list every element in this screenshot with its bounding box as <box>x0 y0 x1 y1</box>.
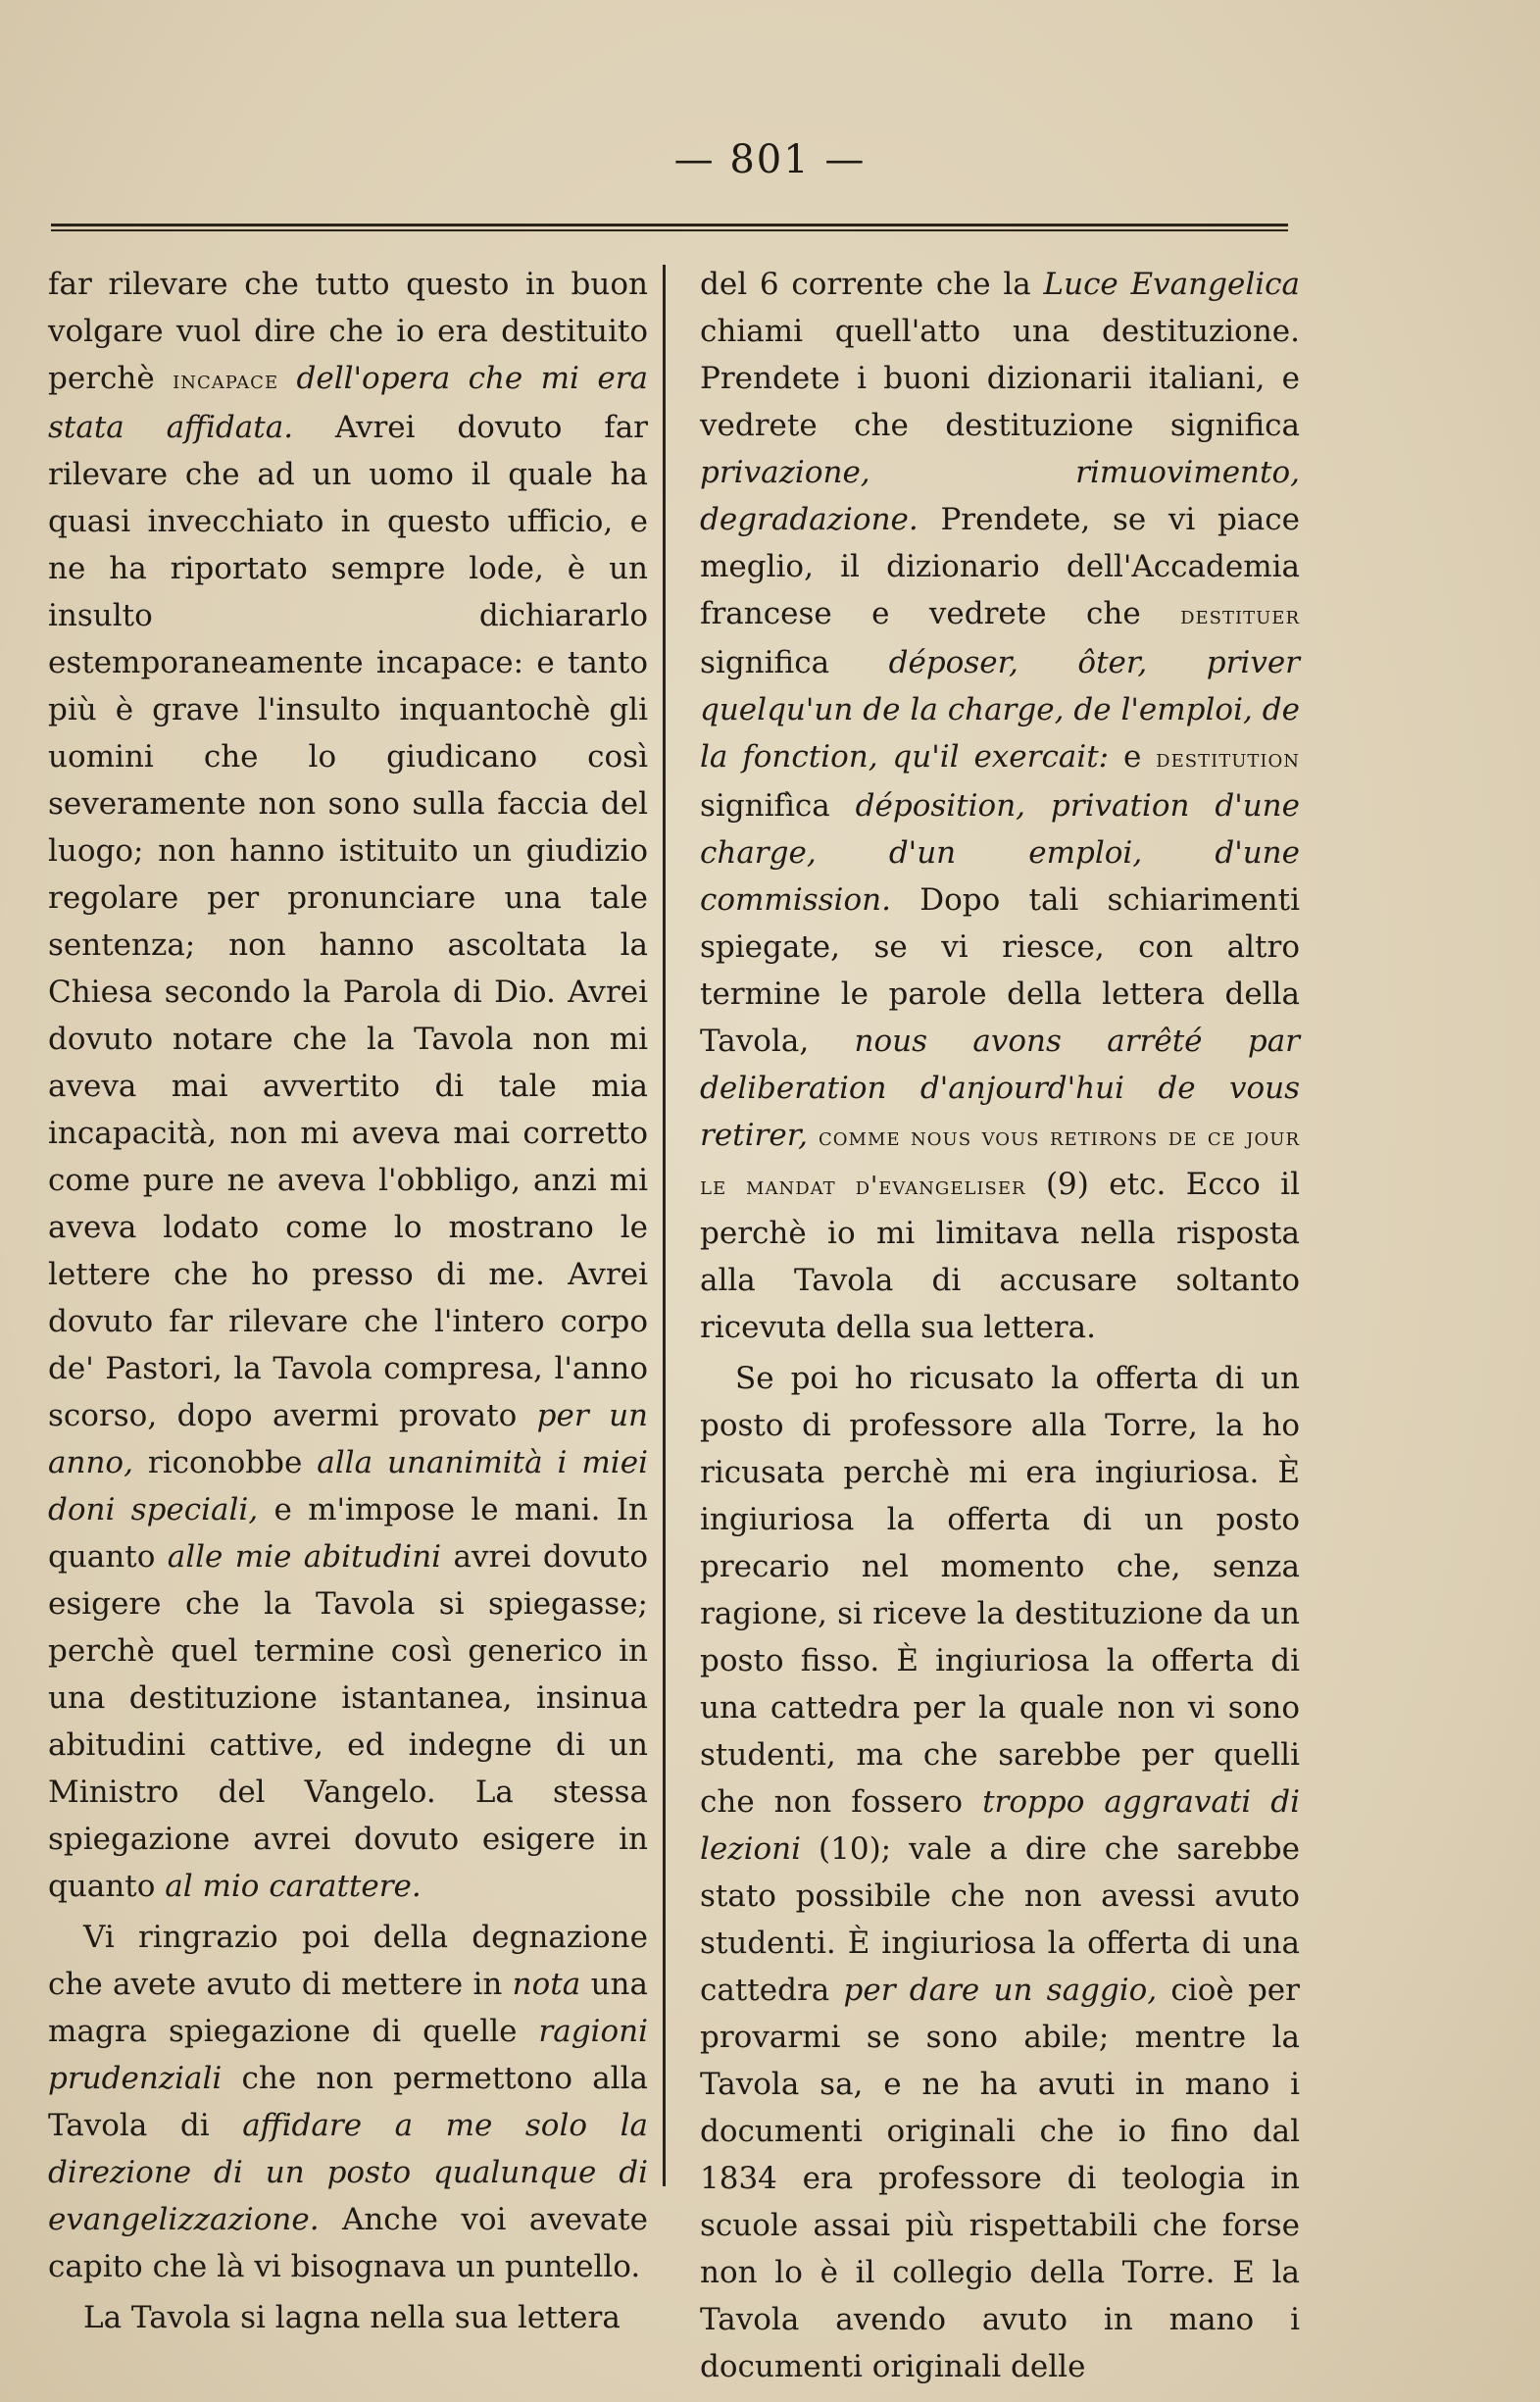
text-run: (10); vale a dire che sarebbe stato possibile che non avessi avuto studenti. È ingiuriosa la offerta di una cattedra <box>700 1831 1300 2008</box>
text-run: del 6 corrente che la <box>700 267 1044 302</box>
text-run: incapace <box>173 366 279 395</box>
text-run: Anche voi avevate capito che là vi bisognava un puntello. <box>48 2202 648 2284</box>
paragraph <box>700 1355 1300 2390</box>
text-run: riconobbe <box>132 1445 318 1480</box>
right-column <box>700 261 1300 2390</box>
paragraph <box>48 261 648 1910</box>
text-run: nota <box>512 1967 581 2002</box>
text-run: déposition, privation d'une charge, d'un emploi, d'une commission. <box>700 788 1300 918</box>
text-run: déposer, ôter, priver quelqu'un de la charge, de l'emploi, de la fonction, qu'il exercait: <box>700 645 1300 775</box>
text-run: far rilevare che tutto questo in buon volgare vuol dire che io era destituito perchè <box>48 267 648 396</box>
text-run: alla unanimità i miei doni speciali, <box>48 1445 648 1527</box>
header-rule <box>51 224 1288 231</box>
left-column <box>48 261 648 2341</box>
text-run: chiami quell'atto una destituzione. Prendete i buoni dizionarii italiani, e vedrete che destituzione significa <box>700 314 1300 443</box>
text-run: cioè per provarmi se sono abile; mentre la Tavola sa, e ne ha avuti in mano i documenti originali che io fino dal 1834 era professore di teologia in scuole assai più rispettabili che forse non lo è il collegio della Torre. E la Tavola avendo avuto in mano i documenti originali delle <box>700 1973 1300 2384</box>
text-run: Prendete, se vi piace meglio, il dizionario dell'Accademia francese e vedrete che <box>700 502 1300 631</box>
text-run: ragioni prudenziali <box>48 2014 648 2096</box>
text-run: Avrei dovuto far rilevare che ad un uomo il quale ha quasi invecchiato in questo ufficio, e ne ha riportato sempre lode, è un insulto dichiararlo estemporaneamente incapace: e tanto più è grave l'insulto inquantochè gli uomini che lo giudicano così severamente non sono sulla faccia del luogo; non hanno istituito un giudizio regolare per pronunciare una tale sentenza; non hanno ascoltata la Chiesa secondo la Parola di Dio. Avrei dovuto notare che la Tavola non mi aveva mai avvertito di tale mia incapacità, non mi aveva mai corretto come pure ne aveva l'obbligo, anzi mi aveva lodato come lo mostrano le lettere che ho presso di me. Avrei dovuto far rilevare che l'intero corpo de' Pastori, la Tavola compresa, l'anno scorso, dopo avermi provato <box>48 410 648 1433</box>
text-run: Luce Evangelica <box>1043 267 1300 302</box>
text-run: e m'impose le mani. In quanto <box>48 1492 648 1575</box>
text-run: destituer <box>1180 601 1300 630</box>
text-run: dell'opera che mi era stata affidata. <box>48 361 648 445</box>
text-run: avrei dovuto esigere che la Tavola si spiegasse; perchè quel termine così generico in una destituzione istantanea, insinua abitudini cattive, ed indegne di un Ministro del Vangelo. La stessa spiegazione avrei dovuto esigere in quanto <box>48 1539 649 1904</box>
page-number: — 801 — <box>673 137 867 182</box>
text-run: privazione, rimuovimento, degradazione. <box>700 455 1300 537</box>
text-run: Dopo tali schiarimenti spiegate, se vi riesce, con altro termine le parole della lettera della Tavola, <box>700 882 1300 1059</box>
paragraph <box>48 1914 648 2290</box>
text-run: destitution <box>1156 744 1300 774</box>
paragraph <box>48 2294 648 2341</box>
text-run: e <box>1109 739 1157 775</box>
text-run: che non permettono alla Tavola di <box>48 2061 648 2143</box>
text-run: al mio carattere. <box>165 1869 422 1904</box>
text-run: affidare a me solo la direzione di un posto qualunque di evangelizzazione. <box>48 2108 648 2237</box>
text-run <box>808 1118 819 1153</box>
text-run: per dare un saggio, <box>843 1973 1158 2008</box>
text-run: (9) etc. Ecco il perchè io mi limitava nella risposta alla Tavola di accusare soltanto ricevuta della sua lettera. <box>700 1167 1300 1345</box>
text-run: comme nous vous retirons de ce jour le mandat d'evangeliser <box>700 1123 1300 1201</box>
paragraph <box>700 261 1300 1351</box>
text-run: Se poi ho ricusato la offerta di un posto di professore alla Torre, la ho ricusata perchè mi era ingiuriosa. È ingiuriosa la offerta di un posto precario nel momento che, senza ragione, si riceve la destituzione da un posto fisso. È ingiuriosa la offerta di una cattedra per la quale non vi sono studenti, ma che sarebbe per quelli che non fossero <box>700 1361 1300 1820</box>
text-run: significa <box>700 645 889 680</box>
text-run <box>278 361 296 396</box>
text-run: alle mie abitudini <box>167 1539 442 1575</box>
column-divider <box>663 265 666 2186</box>
text-run: Vi ringrazio poi della degnazione che avete avuto di mettere in <box>48 1920 648 2002</box>
text-run: signifìca <box>700 788 856 824</box>
text-run: una magra spiegazione di quelle <box>48 1967 648 2049</box>
text-run: La Tavola si lagna nella sua lettera <box>83 2300 621 2335</box>
text-run: troppo aggravati di lezioni <box>700 1784 1300 1867</box>
text-run: per un anno, <box>48 1398 648 1480</box>
text-run: nous avons arrêté par deliberation d'anjourd'hui de vous retirer, <box>700 1024 1300 1153</box>
